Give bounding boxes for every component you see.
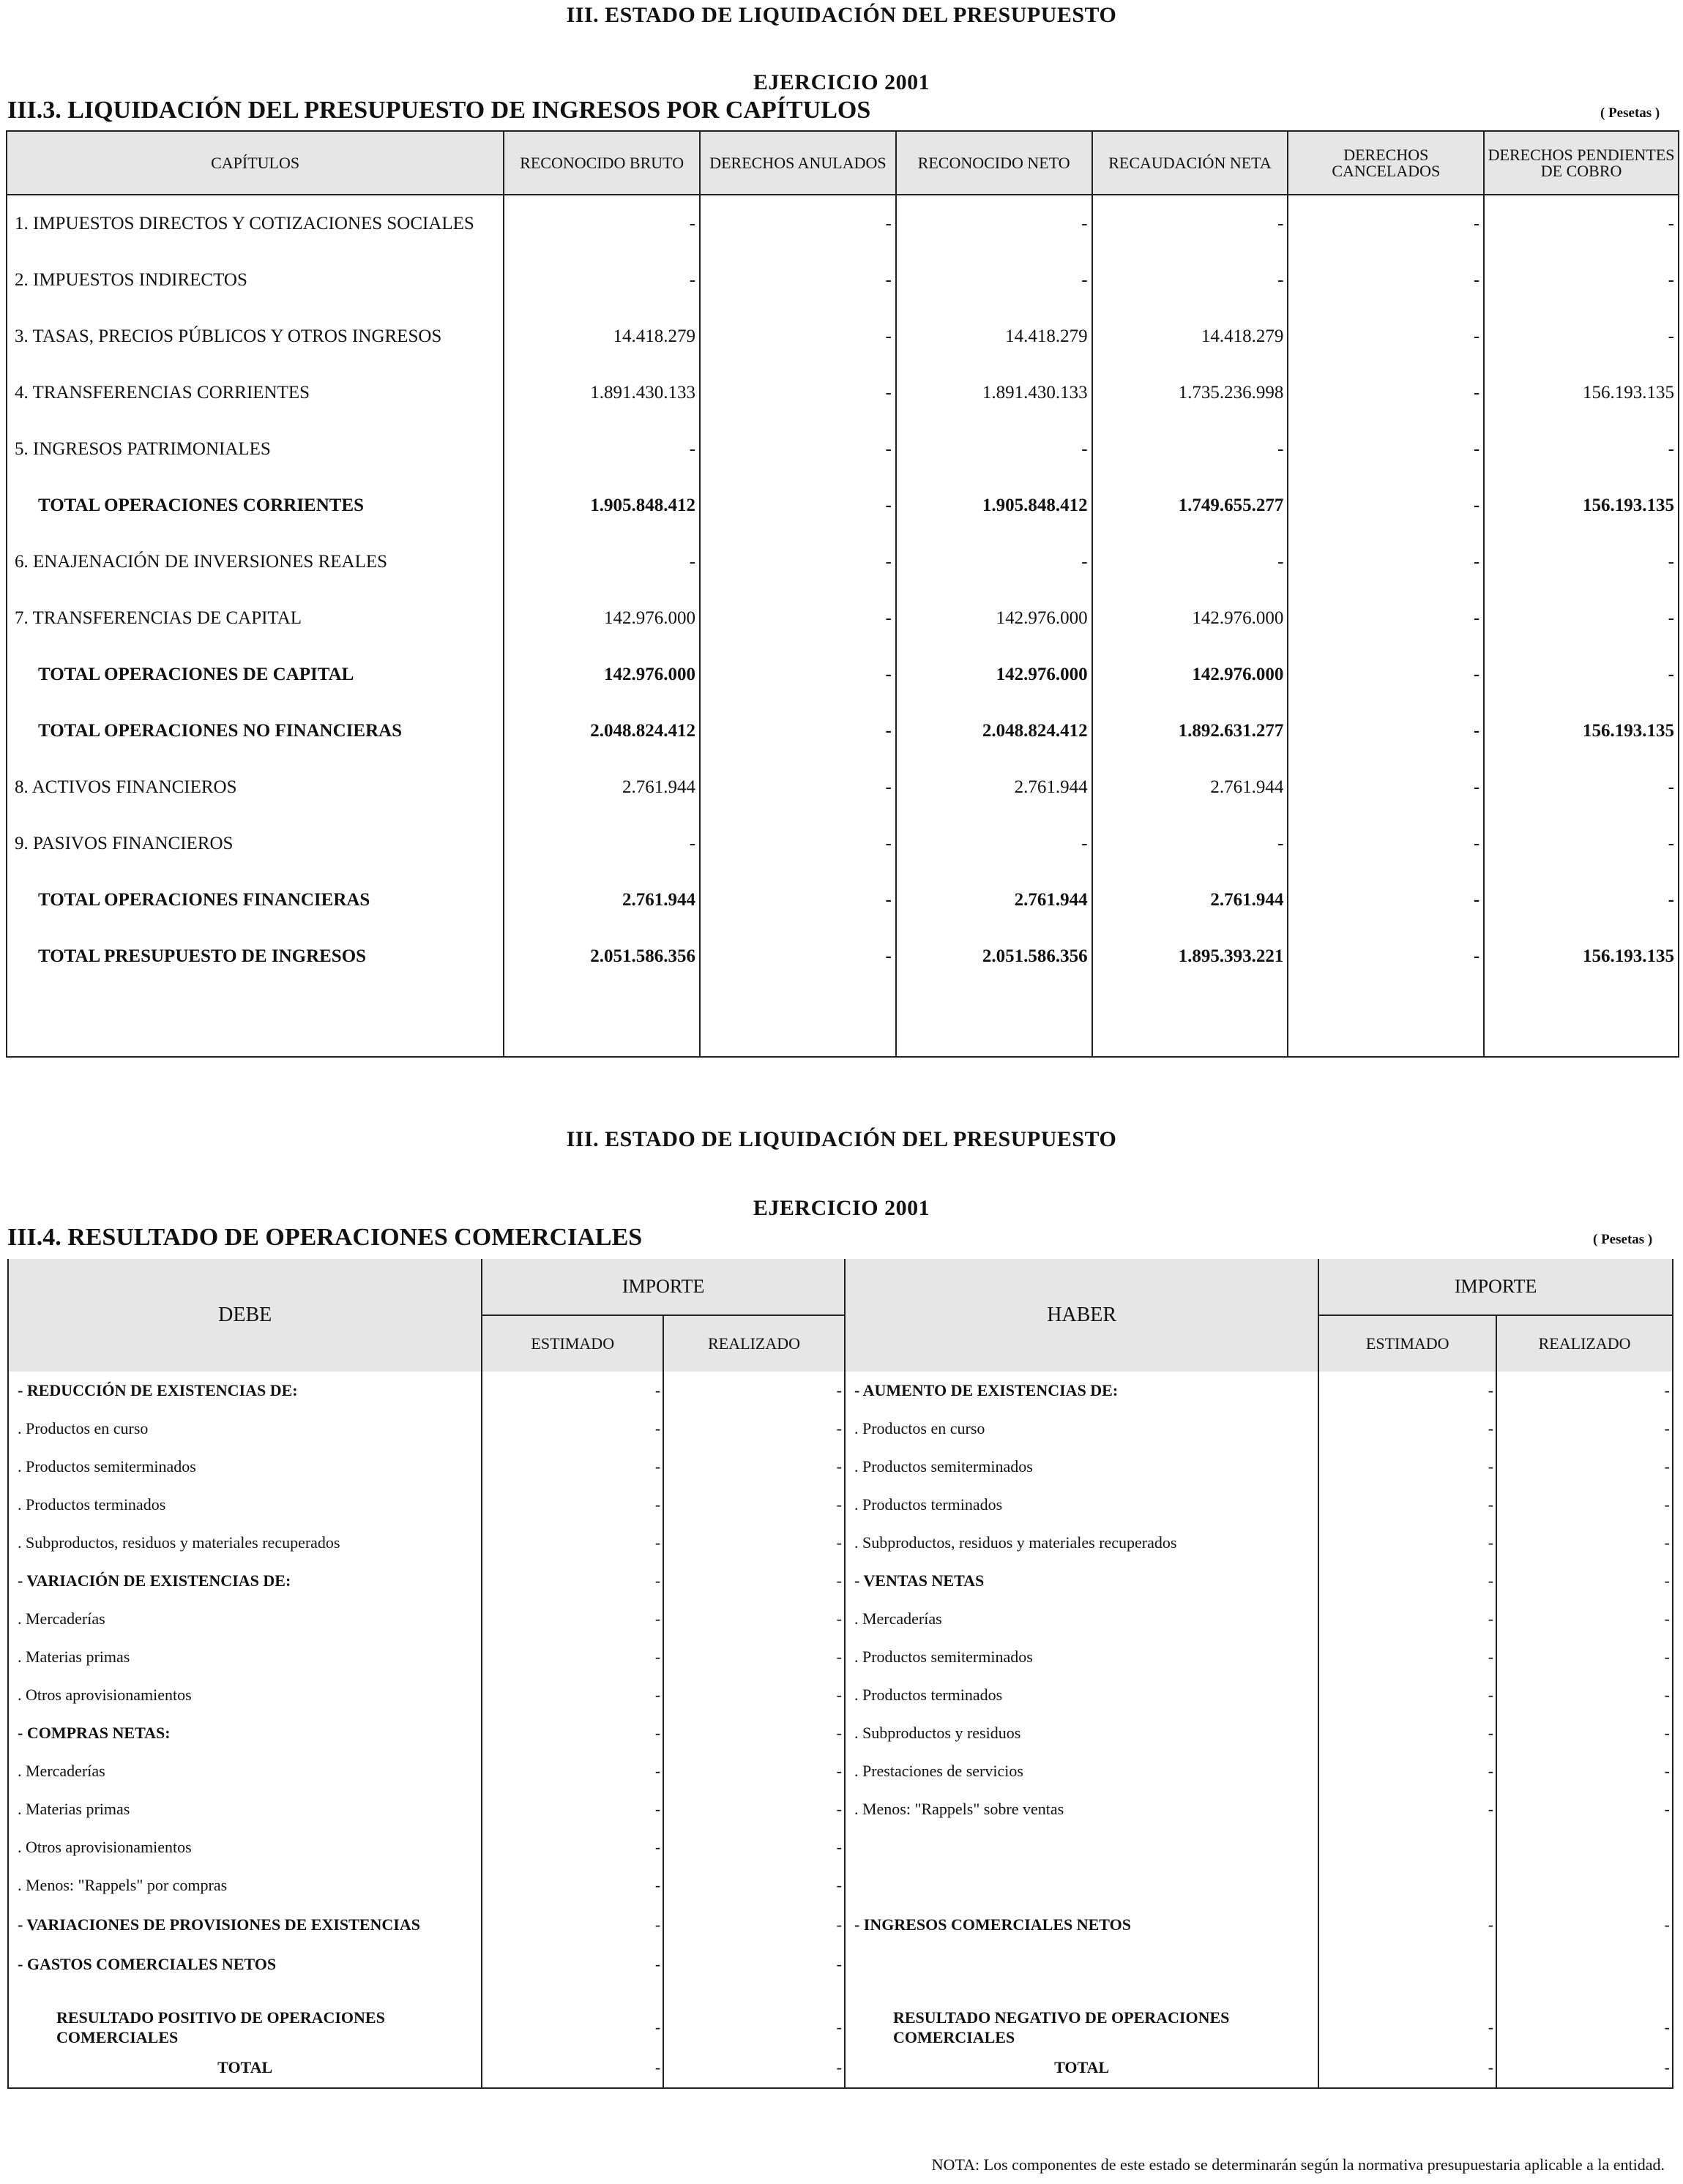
total-debe-realizado: - bbox=[663, 2048, 845, 2088]
d-est-value: - bbox=[482, 1714, 663, 1752]
filler-cell bbox=[1092, 984, 1288, 1057]
d-est-value: - bbox=[482, 1752, 663, 1790]
row-value: 2.761.944 bbox=[896, 872, 1092, 928]
unit-label: ( Pesetas ) bbox=[1600, 105, 1660, 121]
result-negative-label: RESULTADO NEGATIVO DE OPERACIONES COMERCIALES bbox=[845, 2007, 1318, 2048]
row-value: - bbox=[700, 195, 896, 252]
table-row bbox=[7, 195, 1679, 252]
row-value: - bbox=[1484, 421, 1679, 477]
debe-label: - VARIACIONES DE PROVISIONES DE EXISTENCIAS bbox=[8, 1904, 482, 1945]
d-est-value: - bbox=[482, 1790, 663, 1828]
header-derechos-cancelados: DERECHOS CANCELADOS bbox=[1288, 131, 1484, 195]
row-value: - bbox=[700, 703, 896, 759]
table-row bbox=[8, 1945, 1673, 1983]
row-value: 2.051.586.356 bbox=[896, 928, 1092, 984]
h-real-value: - bbox=[1496, 1714, 1673, 1752]
row-value: - bbox=[1288, 252, 1484, 308]
debe-label: . Menos: "Rappels" por compras bbox=[8, 1866, 482, 1904]
d-real-value: - bbox=[663, 1752, 845, 1790]
header-debe: DEBE bbox=[8, 1259, 482, 1372]
d-real-value: - bbox=[663, 1714, 845, 1752]
d-real-value: - bbox=[663, 1790, 845, 1828]
filler-cell bbox=[7, 984, 504, 1057]
h-real-value: - bbox=[1496, 1676, 1673, 1714]
haber-label: . Productos semiterminados bbox=[845, 1448, 1318, 1486]
h-real-value bbox=[1496, 1945, 1673, 1983]
h-est-value: - bbox=[1318, 1676, 1496, 1714]
row-value: 2.761.944 bbox=[896, 759, 1092, 815]
row-value: - bbox=[1484, 252, 1679, 308]
unit-label-2: ( Pesetas ) bbox=[1593, 1232, 1653, 1247]
debe-label: . Otros aprovisionamientos bbox=[8, 1828, 482, 1866]
spacer-cell bbox=[482, 1983, 663, 2007]
total-row bbox=[8, 2048, 1673, 2088]
haber-label: . Subproductos, residuos y materiales recuperados bbox=[845, 1524, 1318, 1562]
table-row bbox=[8, 1904, 1673, 1945]
d-est-value: - bbox=[482, 1638, 663, 1676]
haber-label bbox=[845, 1945, 1318, 1983]
debe-label: - REDUCCIÓN DE EXISTENCIAS DE: bbox=[8, 1372, 482, 1410]
row-value: 2.761.944 bbox=[504, 872, 700, 928]
row-value: 2.051.586.356 bbox=[504, 928, 700, 984]
debe-label: . Mercaderías bbox=[8, 1752, 482, 1790]
table-row bbox=[8, 1676, 1673, 1714]
h-est-value bbox=[1318, 1945, 1496, 1983]
footnote: NOTA: Los componentes de este estado se determinarán según la normativa presupuestaria aplicable a la entidad. bbox=[931, 2155, 1665, 2174]
table-row bbox=[7, 928, 1679, 984]
result-positive-label: RESULTADO POSITIVO DE OPERACIONES COMERCIALES bbox=[8, 2007, 482, 2048]
row-value: - bbox=[1288, 646, 1484, 703]
row-value: - bbox=[1484, 590, 1679, 646]
table-row bbox=[8, 1372, 1673, 1410]
d-real-value: - bbox=[663, 1828, 845, 1866]
d-est-value: - bbox=[482, 1866, 663, 1904]
d-est-value: - bbox=[482, 1372, 663, 1410]
section-title-comerciales: III.4. RESULTADO DE OPERACIONES COMERCIALES bbox=[7, 1224, 643, 1251]
header-importe-debe: IMPORTE bbox=[482, 1259, 845, 1315]
row-value: 1.735.236.998 bbox=[1092, 364, 1288, 421]
table-row bbox=[8, 1714, 1673, 1752]
row-value: 2.048.824.412 bbox=[504, 703, 700, 759]
h-real-value: - bbox=[1496, 1752, 1673, 1790]
h-real-value: - bbox=[1496, 1904, 1673, 1945]
table-row bbox=[7, 252, 1679, 308]
result-debe-estimado: - bbox=[482, 2007, 663, 2048]
row-value: 142.976.000 bbox=[896, 590, 1092, 646]
d-est-value: - bbox=[482, 1945, 663, 1983]
row-value: 142.976.000 bbox=[896, 646, 1092, 703]
h-real-value: - bbox=[1496, 1448, 1673, 1486]
row-value: 156.193.135 bbox=[1484, 364, 1679, 421]
page-title: III. ESTADO DE LIQUIDACIÓN DEL PRESUPUESTO bbox=[566, 3, 1117, 27]
row-value: 142.976.000 bbox=[1092, 646, 1288, 703]
table-row bbox=[7, 759, 1679, 815]
haber-label: - AUMENTO DE EXISTENCIAS DE: bbox=[845, 1372, 1318, 1410]
h-est-value: - bbox=[1318, 1448, 1496, 1486]
table-filler-row bbox=[7, 984, 1679, 1057]
spacer-cell bbox=[663, 1983, 845, 2007]
row-label: 7. TRANSFERENCIAS DE CAPITAL bbox=[7, 590, 504, 646]
row-value: - bbox=[700, 815, 896, 872]
row-value: - bbox=[1288, 477, 1484, 534]
row-value: 1.905.848.412 bbox=[504, 477, 700, 534]
debe-label: . Materias primas bbox=[8, 1790, 482, 1828]
table-row bbox=[8, 1410, 1673, 1448]
row-value: - bbox=[504, 252, 700, 308]
d-est-value: - bbox=[482, 1486, 663, 1524]
header-derechos-pendientes: DERECHOS PENDIENTES DE COBRO bbox=[1484, 131, 1679, 195]
row-value: - bbox=[1484, 872, 1679, 928]
row-value: - bbox=[504, 534, 700, 590]
header-haber: HABER bbox=[845, 1259, 1318, 1372]
spacer-cell bbox=[8, 1983, 482, 2007]
row-value: - bbox=[896, 534, 1092, 590]
total-debe-estimado: - bbox=[482, 2048, 663, 2088]
row-value: - bbox=[700, 646, 896, 703]
d-real-value: - bbox=[663, 1524, 845, 1562]
row-value: - bbox=[896, 421, 1092, 477]
row-value: - bbox=[1484, 815, 1679, 872]
haber-label: - VENTAS NETAS bbox=[845, 1562, 1318, 1600]
h-est-value: - bbox=[1318, 1790, 1496, 1828]
table-row bbox=[8, 1790, 1673, 1828]
row-value: - bbox=[700, 252, 896, 308]
row-label: 8. ACTIVOS FINANCIEROS bbox=[7, 759, 504, 815]
row-value: - bbox=[700, 872, 896, 928]
table-row bbox=[8, 1866, 1673, 1904]
table-row bbox=[7, 815, 1679, 872]
table-row bbox=[7, 421, 1679, 477]
haber-label: . Productos en curso bbox=[845, 1410, 1318, 1448]
exercise-label-2: EJERCICIO 2001 bbox=[753, 1196, 930, 1220]
d-real-value: - bbox=[663, 1904, 845, 1945]
filler-cell bbox=[1288, 984, 1484, 1057]
row-value: 1.749.655.277 bbox=[1092, 477, 1288, 534]
filler-cell bbox=[896, 984, 1092, 1057]
h-est-value: - bbox=[1318, 1486, 1496, 1524]
row-value: - bbox=[700, 759, 896, 815]
result-debe-realizado: - bbox=[663, 2007, 845, 2048]
table-row bbox=[8, 1828, 1673, 1866]
row-value: - bbox=[1288, 195, 1484, 252]
header-reconocido-bruto: RECONOCIDO BRUTO bbox=[504, 131, 700, 195]
d-real-value: - bbox=[663, 1448, 845, 1486]
filler-cell bbox=[1484, 984, 1679, 1057]
row-value: - bbox=[504, 815, 700, 872]
table-row bbox=[8, 1752, 1673, 1790]
h-real-value: - bbox=[1496, 1524, 1673, 1562]
row-label: TOTAL OPERACIONES FINANCIERAS bbox=[7, 872, 504, 928]
h-est-value bbox=[1318, 1866, 1496, 1904]
h-est-value: - bbox=[1318, 1752, 1496, 1790]
debe-label: . Otros aprovisionamientos bbox=[8, 1676, 482, 1714]
h-est-value: - bbox=[1318, 1524, 1496, 1562]
table-row bbox=[7, 477, 1679, 534]
d-est-value: - bbox=[482, 1904, 663, 1945]
debe-label: . Mercaderías bbox=[8, 1600, 482, 1638]
row-label: 5. INGRESOS PATRIMONIALES bbox=[7, 421, 504, 477]
h-est-value: - bbox=[1318, 1372, 1496, 1410]
spacer-cell bbox=[1496, 1983, 1673, 2007]
row-label: 2. IMPUESTOS INDIRECTOS bbox=[7, 252, 504, 308]
total-haber-estimado: - bbox=[1318, 2048, 1496, 2088]
row-value: - bbox=[1288, 928, 1484, 984]
h-real-value: - bbox=[1496, 1638, 1673, 1676]
row-value: - bbox=[700, 477, 896, 534]
debe-label: . Productos semiterminados bbox=[8, 1448, 482, 1486]
d-real-value: - bbox=[663, 1866, 845, 1904]
row-value: 14.418.279 bbox=[896, 308, 1092, 364]
d-real-value: - bbox=[663, 1486, 845, 1524]
filler-cell bbox=[700, 984, 896, 1057]
table-row bbox=[7, 308, 1679, 364]
d-real-value: - bbox=[663, 1562, 845, 1600]
table-row bbox=[7, 646, 1679, 703]
table-row bbox=[7, 872, 1679, 928]
h-est-value: - bbox=[1318, 1562, 1496, 1600]
row-value: 1.891.430.133 bbox=[504, 364, 700, 421]
haber-label: . Productos semiterminados bbox=[845, 1638, 1318, 1676]
row-value: 14.418.279 bbox=[1092, 308, 1288, 364]
row-value: - bbox=[1484, 646, 1679, 703]
h-real-value: - bbox=[1496, 1600, 1673, 1638]
row-value: 142.976.000 bbox=[504, 590, 700, 646]
header-realizado-debe: REALIZADO bbox=[663, 1315, 845, 1372]
row-value: - bbox=[1092, 252, 1288, 308]
row-value: 156.193.135 bbox=[1484, 928, 1679, 984]
row-value: - bbox=[1092, 815, 1288, 872]
row-value: - bbox=[1288, 815, 1484, 872]
d-real-value: - bbox=[663, 1638, 845, 1676]
table-row bbox=[8, 1638, 1673, 1676]
debe-label: - VARIACIÓN DE EXISTENCIAS DE: bbox=[8, 1562, 482, 1600]
haber-label: . Mercaderías bbox=[845, 1600, 1318, 1638]
debe-label: - GASTOS COMERCIALES NETOS bbox=[8, 1945, 482, 1983]
row-value: - bbox=[1484, 195, 1679, 252]
haber-label: . Subproductos y residuos bbox=[845, 1714, 1318, 1752]
haber-label: . Prestaciones de servicios bbox=[845, 1752, 1318, 1790]
row-value: 142.976.000 bbox=[1092, 590, 1288, 646]
row-value: - bbox=[896, 195, 1092, 252]
table-row bbox=[7, 703, 1679, 759]
spacer-cell bbox=[845, 1983, 1318, 2007]
h-real-value bbox=[1496, 1828, 1673, 1866]
row-value: - bbox=[1288, 421, 1484, 477]
row-value: 1.895.393.221 bbox=[1092, 928, 1288, 984]
h-real-value bbox=[1496, 1866, 1673, 1904]
row-value: 156.193.135 bbox=[1484, 477, 1679, 534]
row-value: 2.761.944 bbox=[1092, 872, 1288, 928]
table-row bbox=[8, 1448, 1673, 1486]
spacer-row bbox=[8, 1983, 1673, 2007]
header-derechos-anulados: DERECHOS ANULADOS bbox=[700, 131, 896, 195]
row-value: 2.761.944 bbox=[1092, 759, 1288, 815]
ingresos-table bbox=[6, 130, 1679, 1058]
d-est-value: - bbox=[482, 1600, 663, 1638]
row-label: TOTAL OPERACIONES CORRIENTES bbox=[7, 477, 504, 534]
h-real-value: - bbox=[1496, 1372, 1673, 1410]
h-est-value: - bbox=[1318, 1410, 1496, 1448]
header-realizado-haber: REALIZADO bbox=[1496, 1315, 1673, 1372]
d-real-value: - bbox=[663, 1600, 845, 1638]
table-row bbox=[8, 1524, 1673, 1562]
row-label: 3. TASAS, PRECIOS PÚBLICOS Y OTROS INGRESOS bbox=[7, 308, 504, 364]
h-est-value: - bbox=[1318, 1638, 1496, 1676]
h-est-value: - bbox=[1318, 1904, 1496, 1945]
d-real-value: - bbox=[663, 1676, 845, 1714]
header-reconocido-neto: RECONOCIDO NETO bbox=[896, 131, 1092, 195]
h-real-value: - bbox=[1496, 1410, 1673, 1448]
row-value: - bbox=[1288, 308, 1484, 364]
table-row bbox=[8, 1486, 1673, 1524]
h-est-value bbox=[1318, 1828, 1496, 1866]
row-value: 1.892.631.277 bbox=[1092, 703, 1288, 759]
row-value: 142.976.000 bbox=[504, 646, 700, 703]
row-value: - bbox=[1484, 759, 1679, 815]
row-value: 1.891.430.133 bbox=[896, 364, 1092, 421]
h-real-value: - bbox=[1496, 1790, 1673, 1828]
comerciales-table bbox=[7, 1259, 1673, 2089]
row-value: 2.761.944 bbox=[504, 759, 700, 815]
row-value: - bbox=[1092, 195, 1288, 252]
haber-label: - INGRESOS COMERCIALES NETOS bbox=[845, 1904, 1318, 1945]
section-title-ingresos: III.3. LIQUIDACIÓN DEL PRESUPUESTO DE INGRESOS POR CAPÍTULOS bbox=[7, 97, 871, 124]
debe-label: . Productos terminados bbox=[8, 1486, 482, 1524]
row-label: TOTAL PRESUPUESTO DE INGRESOS bbox=[7, 928, 504, 984]
result-haber-estimado: - bbox=[1318, 2007, 1496, 2048]
haber-label: . Menos: "Rappels" sobre ventas bbox=[845, 1790, 1318, 1828]
table-header-row bbox=[7, 131, 1679, 195]
d-real-value: - bbox=[663, 1945, 845, 1983]
table-header-row bbox=[8, 1259, 1673, 1315]
row-value: - bbox=[1092, 421, 1288, 477]
row-label: 6. ENAJENACIÓN DE INVERSIONES REALES bbox=[7, 534, 504, 590]
header-estimado-haber: ESTIMADO bbox=[1318, 1315, 1496, 1372]
spacer-cell bbox=[1318, 1983, 1496, 2007]
row-value: 156.193.135 bbox=[1484, 703, 1679, 759]
table-row bbox=[7, 364, 1679, 421]
result-haber-realizado: - bbox=[1496, 2007, 1673, 2048]
table-row bbox=[7, 534, 1679, 590]
row-value: - bbox=[1288, 703, 1484, 759]
haber-label: . Productos terminados bbox=[845, 1676, 1318, 1714]
d-real-value: - bbox=[663, 1372, 845, 1410]
row-value: - bbox=[700, 534, 896, 590]
row-value: - bbox=[700, 308, 896, 364]
d-est-value: - bbox=[482, 1562, 663, 1600]
header-estimado-debe: ESTIMADO bbox=[482, 1315, 663, 1372]
row-value: - bbox=[1288, 590, 1484, 646]
row-value: - bbox=[896, 815, 1092, 872]
row-value: - bbox=[504, 421, 700, 477]
h-est-value: - bbox=[1318, 1600, 1496, 1638]
table-row bbox=[7, 590, 1679, 646]
row-label: TOTAL OPERACIONES NO FINANCIERAS bbox=[7, 703, 504, 759]
d-est-value: - bbox=[482, 1828, 663, 1866]
row-value: - bbox=[896, 252, 1092, 308]
result-row bbox=[8, 2007, 1673, 2048]
row-value: 1.905.848.412 bbox=[896, 477, 1092, 534]
row-value: - bbox=[700, 421, 896, 477]
row-value: - bbox=[1288, 534, 1484, 590]
header-recaudacion-neta: RECAUDACIÓN NETA bbox=[1092, 131, 1288, 195]
row-label: 1. IMPUESTOS DIRECTOS Y COTIZACIONES SOCIALES bbox=[7, 195, 504, 252]
d-real-value: - bbox=[663, 1410, 845, 1448]
haber-label: . Productos terminados bbox=[845, 1486, 1318, 1524]
exercise-label: EJERCICIO 2001 bbox=[753, 70, 930, 94]
total-label-debe: TOTAL bbox=[8, 2048, 482, 2088]
row-value: - bbox=[1484, 534, 1679, 590]
header-importe-haber: IMPORTE bbox=[1318, 1259, 1673, 1315]
total-haber-realizado: - bbox=[1496, 2048, 1673, 2088]
debe-label: . Productos en curso bbox=[8, 1410, 482, 1448]
debe-label: . Materias primas bbox=[8, 1638, 482, 1676]
filler-cell bbox=[504, 984, 700, 1057]
row-value: 14.418.279 bbox=[504, 308, 700, 364]
row-value: - bbox=[1288, 364, 1484, 421]
row-value: - bbox=[700, 590, 896, 646]
d-est-value: - bbox=[482, 1524, 663, 1562]
h-real-value: - bbox=[1496, 1486, 1673, 1524]
table-row bbox=[8, 1562, 1673, 1600]
d-est-value: - bbox=[482, 1410, 663, 1448]
row-value: - bbox=[1288, 872, 1484, 928]
d-est-value: - bbox=[482, 1448, 663, 1486]
header-capitulos: CAPÍTULOS bbox=[7, 131, 504, 195]
row-value: - bbox=[700, 364, 896, 421]
d-est-value: - bbox=[482, 1676, 663, 1714]
row-value: - bbox=[504, 195, 700, 252]
table-row bbox=[8, 1600, 1673, 1638]
haber-label bbox=[845, 1828, 1318, 1866]
row-label: TOTAL OPERACIONES DE CAPITAL bbox=[7, 646, 504, 703]
debe-label: . Subproductos, residuos y materiales recuperados bbox=[8, 1524, 482, 1562]
row-value: 2.048.824.412 bbox=[896, 703, 1092, 759]
row-value: - bbox=[1092, 534, 1288, 590]
h-est-value: - bbox=[1318, 1714, 1496, 1752]
row-value: - bbox=[1288, 759, 1484, 815]
row-label: 4. TRANSFERENCIAS CORRIENTES bbox=[7, 364, 504, 421]
row-value: - bbox=[700, 928, 896, 984]
total-label-haber: TOTAL bbox=[845, 2048, 1318, 2088]
haber-label bbox=[845, 1866, 1318, 1904]
h-real-value: - bbox=[1496, 1562, 1673, 1600]
page-title-2: III. ESTADO DE LIQUIDACIÓN DEL PRESUPUESTO bbox=[566, 1127, 1117, 1151]
debe-label: - COMPRAS NETAS: bbox=[8, 1714, 482, 1752]
row-value: - bbox=[1484, 308, 1679, 364]
row-label: 9. PASIVOS FINANCIEROS bbox=[7, 815, 504, 872]
